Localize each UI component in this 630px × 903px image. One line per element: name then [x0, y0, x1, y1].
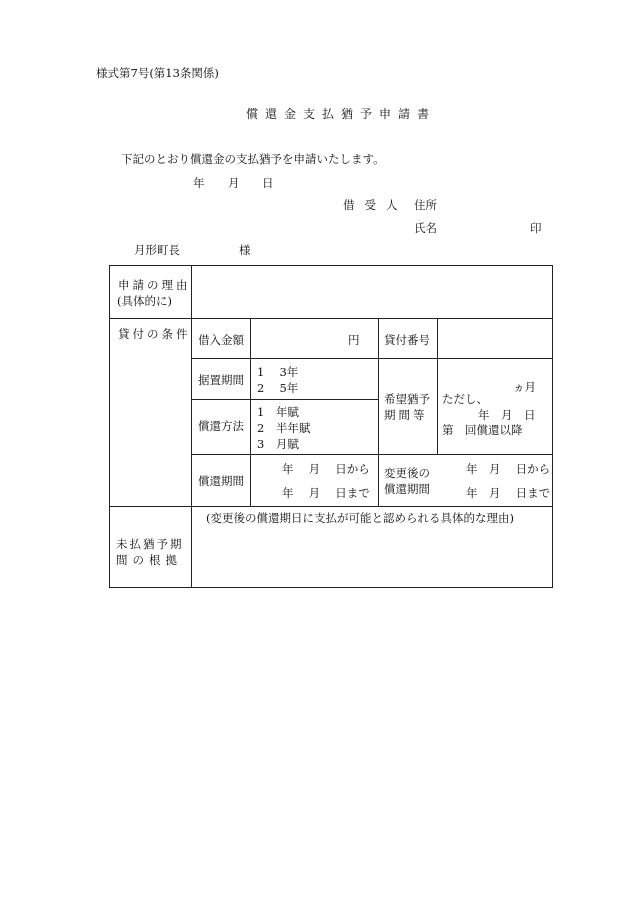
loan-number-field[interactable] [440, 321, 550, 356]
loan-amount-label: 借入金額 [198, 333, 244, 347]
basis-label-2: 間の根拠 [116, 553, 182, 567]
name-label: 氏名 [414, 221, 437, 235]
date-day: 日 [262, 176, 274, 190]
deferment-period-label: 据置期間 [198, 373, 244, 387]
repayment-method-label: 償還方法 [198, 419, 244, 433]
repayment-option-3[interactable]: 3 月賦 [257, 437, 299, 451]
form-number: 様式第7号(第13条関係) [96, 66, 219, 80]
document-title: 償還金支払猶予申請書 [246, 107, 437, 121]
reason-label: 申請の理由 [118, 278, 191, 292]
deferment-option-2[interactable]: 2 5年 [257, 381, 299, 395]
changed-to[interactable]: 年 月 日まで [466, 486, 551, 500]
application-table [109, 265, 553, 588]
date-month: 月 [228, 176, 240, 190]
address-label: 住所 [414, 198, 437, 212]
changed-period-label: 変更後の [384, 466, 430, 480]
loan-number-label: 貸付番号 [384, 333, 430, 347]
installment-line[interactable]: 第 回償還以降 [442, 423, 523, 437]
months-unit: ヵ月 [513, 380, 536, 394]
deferment-option-1[interactable]: 1 3年 [257, 365, 299, 379]
basis-field[interactable] [194, 528, 548, 584]
proviso-text: ただし、 [442, 392, 488, 406]
addressee-honorific: 様 [239, 243, 251, 257]
changed-period-label-2: 償還期間 [384, 482, 430, 496]
period-to[interactable]: 年 月 日まで [282, 486, 370, 500]
conditions-label: 貸付の条件 [118, 327, 191, 341]
basis-label: 未払猶予期 [116, 537, 184, 551]
proviso-date[interactable]: 年 月 日 [478, 408, 536, 422]
date-year: 年 [193, 176, 205, 190]
period-from[interactable]: 年 月 日から [282, 462, 370, 476]
reason-label-sub: (具体的に) [117, 294, 172, 308]
repayment-option-2[interactable]: 2 半年賦 [257, 421, 311, 435]
loan-amount-unit: 円 [348, 333, 360, 347]
addressee-name: 月形町長 [134, 243, 180, 257]
reason-field[interactable] [194, 268, 548, 316]
intro-text: 下記のとおり償還金の支払猶予を申請いたします。 [121, 152, 385, 166]
repayment-option-1[interactable]: 1 年賦 [257, 405, 299, 419]
basis-note: (変更後の償還期日に支払が可能と認められる具体的な理由) [206, 511, 514, 525]
repayment-period-label: 償還期間 [198, 474, 244, 488]
desired-deferment-label-2: 期間等 [384, 408, 428, 422]
seal-mark: 印 [530, 221, 542, 235]
desired-deferment-label: 希望猶予 [384, 392, 430, 406]
applicant-label: 借受人 [343, 198, 408, 212]
changed-from[interactable]: 年 月 日から [466, 462, 551, 476]
